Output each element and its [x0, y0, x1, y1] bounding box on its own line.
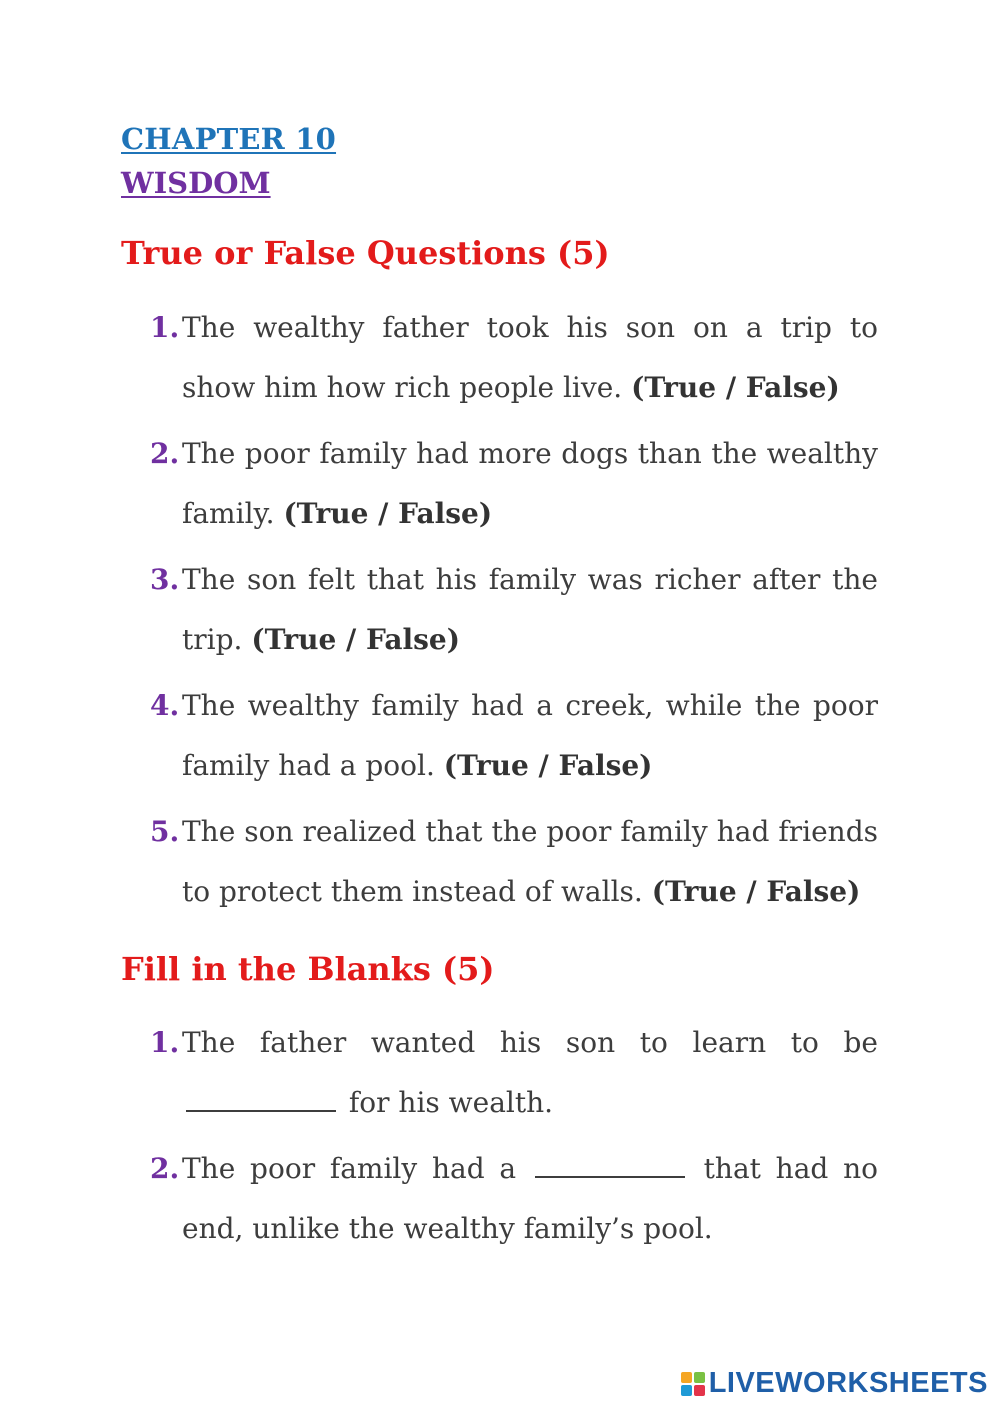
question-text: The wealthy family had a creek, while the poor family had a pool. — [182, 689, 878, 782]
logo-text: LIVEWORKSHEETS — [708, 1367, 988, 1399]
true-false-heading: True or False Questions (5) — [121, 234, 610, 272]
question-text-before: The poor family had a — [182, 1152, 517, 1185]
fill-blanks-heading: Fill in the Blanks (5) — [121, 950, 495, 988]
fill-blanks-list — [150, 1013, 878, 1265]
list-item — [150, 676, 878, 796]
question-text: The poor family had more dogs than the wealthy family. — [182, 437, 878, 530]
list-item — [150, 298, 878, 418]
list-item — [150, 1013, 878, 1133]
answer-blank[interactable] — [535, 1148, 685, 1178]
true-false-choice[interactable]: (True / False) — [631, 371, 840, 404]
question-number: 4. — [150, 689, 180, 722]
question-number: 3. — [150, 563, 180, 596]
true-false-choice[interactable]: (True / False) — [651, 875, 861, 908]
question-text-after: for his wealth. — [348, 1086, 554, 1119]
question-number: 1. — [150, 311, 180, 344]
logo-square — [694, 1372, 705, 1383]
question-number: 1. — [150, 1026, 180, 1059]
logo-square — [694, 1385, 705, 1396]
question-text-before: The father wanted his son to learn to be — [182, 1026, 878, 1059]
true-false-choice[interactable]: (True / False) — [283, 497, 493, 530]
question-text: The wealthy father took his son on a trip to show him how rich people live. — [182, 311, 878, 404]
list-item — [150, 802, 878, 922]
question-text: The son felt that his family was richer after the trip. — [182, 563, 878, 656]
question-number: 5. — [150, 815, 180, 848]
question-number: 2. — [150, 437, 180, 470]
list-item — [150, 1139, 878, 1259]
question-text-after: that had no end, unlike the wealthy family’s pool. — [182, 1152, 878, 1245]
list-item — [150, 424, 878, 544]
chapter-label: CHAPTER 10 — [121, 122, 337, 156]
true-false-list — [150, 298, 878, 928]
logo-square — [681, 1385, 692, 1396]
list-item — [150, 550, 878, 670]
true-false-choice[interactable]: (True / False) — [251, 623, 460, 656]
question-text: The son realized that the poor family had friends to protect them instead of walls. — [182, 815, 878, 908]
answer-blank[interactable] — [186, 1082, 336, 1112]
liveworksheets-logo-icon — [681, 1372, 705, 1396]
question-number: 2. — [150, 1152, 180, 1185]
true-false-choice[interactable]: (True / False) — [443, 749, 653, 782]
chapter-title: WISDOM — [121, 166, 271, 200]
logo-square — [681, 1372, 692, 1383]
liveworksheets-logo — [681, 1367, 988, 1400]
